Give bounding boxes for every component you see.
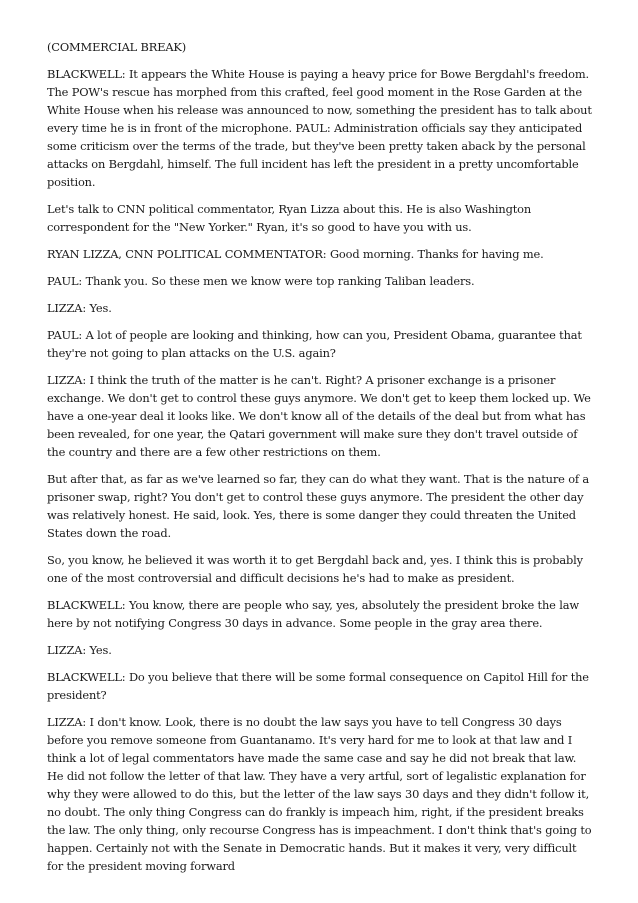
transcript-paragraph: LIZZA: I don't know. Look, there is no doubt the law says you have to tell Congress 30 days before you remove someone from Guantanamo. It's very hard for me to look at that law and I think a lot of legal commentators have made the same case and say he did not break that law. He did not follow the letter of that law. They have a very artful, sort of legalistic explanation for why they were allowed to do this, but the letter of the law says 30 days and they didn't follow it, no doubt. The only thing Congress can do frankly is impeach him, right, if the president breaks the law. The only thing, only recourse Congress has is impeachment. I don't think that's going to happen. Certainly not with the Senate in Democratic hands. But it makes it very, very difficult for the president moving forward	[47, 715, 592, 873]
transcript-paragraph: But after that, as far as we've learned so far, they can do what they want. That is the nature of a prisoner swap, right? You don't get to control these guys anymore. The president the other day was relatively honest. He said, look. Yes, there is some danger they could threaten the United States down the road.	[47, 472, 590, 540]
transcript-paragraph: Let's talk to CNN political commentator, Ryan Lizza about this. He is also Washington correspondent for the "New Yorker." Ryan, it's so good to have you with us.	[47, 202, 532, 234]
transcript-paragraph: BLACKWELL: You know, there are people who say, yes, absolutely the president broke the law here by not notifying Congress 30 days in advance. Some people in the gray area there.	[47, 598, 579, 630]
transcript-paragraph: LIZZA: I think the truth of the matter is he can't. Right? A prisoner exchange is a prisoner exchange. We don't get to control these guys anymore. We don't get to keep them locked up. We have a one-year deal it looks like. We don't know all of the details of the deal but from what has been revealed, for one year, the Qatari government will make sure they don't travel outside of the country and there are a few other restrictions on them.	[47, 373, 591, 459]
transcript-paragraph: BLACKWELL: Do you believe that there will be some formal consequence on Capitol Hill for the president?	[47, 670, 589, 702]
transcript-paragraph: LIZZA: Yes.	[47, 301, 112, 315]
transcript-page	[47, 38, 595, 884]
transcript-paragraph: LIZZA: Yes.	[47, 643, 112, 657]
transcript-paragraph: PAUL: A lot of people are looking and thinking, how can you, President Obama, guarantee that they're not going to plan attacks on the U.S. again?	[47, 328, 582, 360]
transcript-paragraph: (COMMERCIAL BREAK)	[47, 40, 187, 54]
transcript-paragraph: BLACKWELL: It appears the White House is paying a heavy price for Bowe Bergdahl's freedom. The POW's rescue has morphed from this crafted, feel good moment in the Rose Garden at the White House when his release was announced to now, something the president has to talk about every time he is in front of the microphone. PAUL: Administration officials say they anticipated some criticism over the terms of the trade, but they've been pretty taken aback by the personal attacks on Bergdahl, himself. The full incident has left the president in a pretty uncomfortable position.	[47, 67, 592, 189]
transcript-paragraph: RYAN LIZZA, CNN POLITICAL COMMENTATOR: Good morning. Thanks for having me.	[47, 247, 544, 261]
transcript-paragraph: So, you know, he believed it was worth it to get Bergdahl back and, yes. I think this is probably one of the most controversial and difficult decisions he's had to make as president.	[47, 553, 583, 585]
transcript-paragraph: PAUL: Thank you. So these men we know were top ranking Taliban leaders.	[47, 274, 475, 288]
